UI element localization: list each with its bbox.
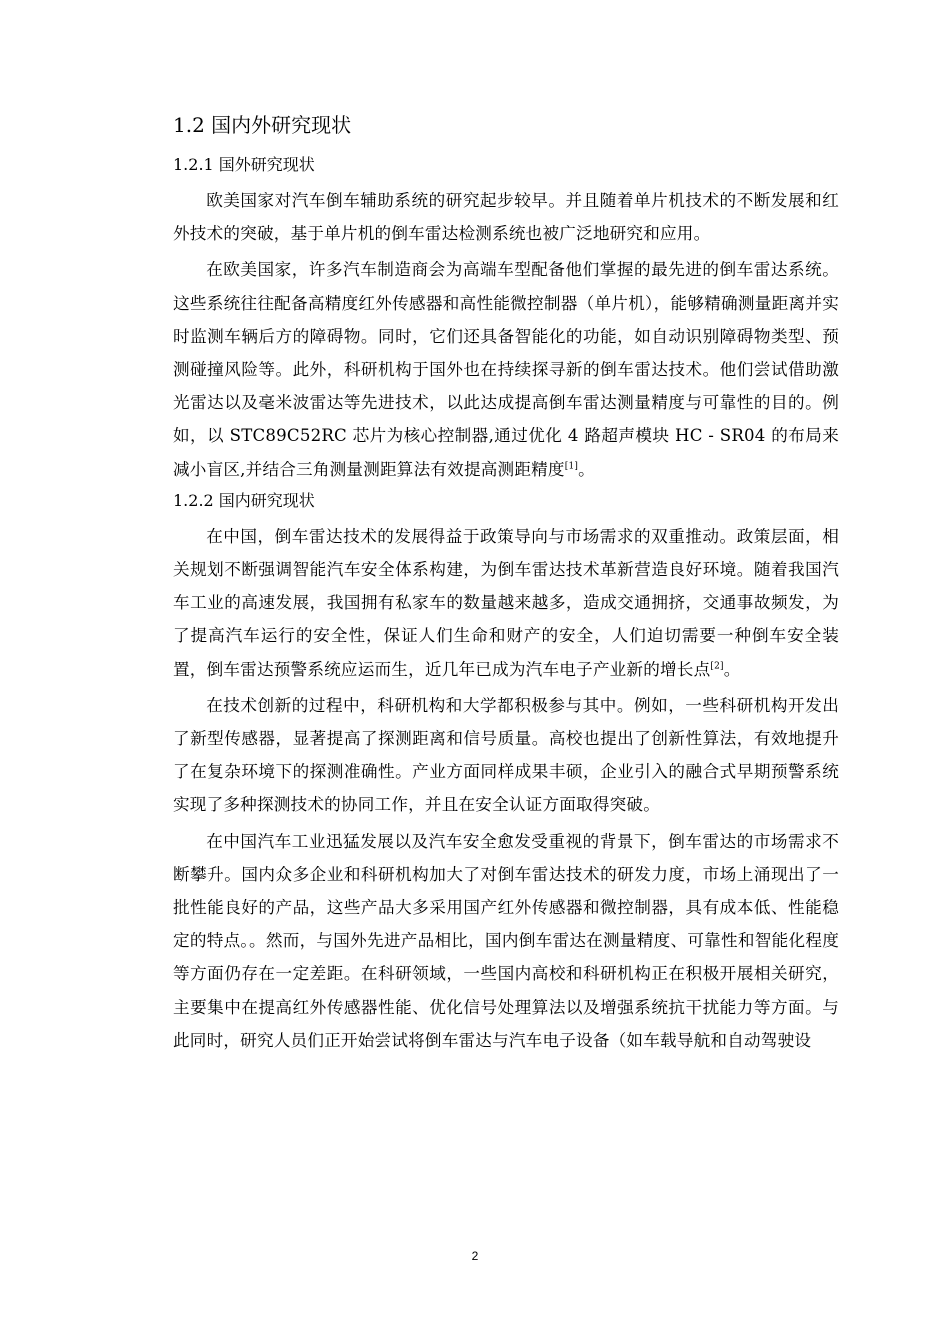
paragraph-foreign-2 <box>173 253 839 485</box>
paragraph-end: 。 <box>723 659 741 679</box>
section-heading: 1.2 国内外研究现状 <box>173 113 352 137</box>
paragraph-text: 在欧美国家，许多汽车制造商会为高端车型配备他们掌握的最先进的倒车雷达系统。这些系统往往配备高精度红外传感器和高性能微控制器（单片机），能够精确测量距离并实时监测车辆后方的障碍物。同时，它们还具备智能化的功能，如自动识别障碍物类型、预测碰撞风险等。此外，科研机构于国外也在持续探寻新的倒车雷达技术。他们尝试借助激光雷达以及毫米波雷达等先进技术，以此达成提高倒车雷达测量精度与可靠性的目的。例如，以 STC89C52RC 芯片为核心控制器,通过优化 4 路超声模块 HC - SR04 的布局来减小盲区,并结合三角测量测距算法有效提高测距精度 <box>173 260 839 479</box>
paragraph-foreign-1: 欧美国家对汽车倒车辅助系统的研究起步较早。并且随着单片机技术的不断发展和红外技术的突破，基于单片机的倒车雷达检测系统也被广泛地研究和应用。 <box>173 191 839 244</box>
paragraph-text: 在中国，倒车雷达技术的发展得益于政策导向与市场需求的双重推动。政策层面，相关规划不断强调智能汽车安全体系构建，为倒车雷达技术革新营造良好环境。随着我国汽车工业的高速发展，我国拥有私家车的数量越来越多，造成交通拥挤，交通事故频发，为了提高汽车运行的安全性，保证人们生命和财产的安全，人们迫切需要一种倒车安全装置，倒车雷达预警系统应运而生，近几年已成为汽车电子产业新的增长点 <box>173 526 839 679</box>
paragraph-end: 。 <box>578 459 595 479</box>
paragraph-domestic-1 <box>173 520 839 686</box>
citation-ref[interactable]: [2] <box>710 661 724 672</box>
page-content <box>173 111 839 1057</box>
citation-ref[interactable]: [1] <box>564 461 579 472</box>
paragraph-domestic-2: 在技术创新的过程中，科研机构和大学都积极参与其中。例如，一些科研机构开发出了新型传感器，显著提高了探测距离和信号质量。高校也提出了创新性算法，有效地提升了在复杂环境下的探测准确性。产业方面同样成果丰硕，企业引入的融合式早期预警系统实现了多种探测技术的协同工作，并且在安全认证方面取得突破。 <box>173 695 839 815</box>
paragraph-domestic-3: 在中国汽车工业迅猛发展以及汽车安全愈发受重视的背景下，倒车雷达的市场需求不断攀升。国内众多企业和科研机构加大了对倒车雷达技术的研发力度，市场上涌现出了一批性能良好的产品，这些产品大多采用国产红外传感器和微控制器，具有成本低、性能稳定的特点。。然而，与国外先进产品相比，国内倒车雷达在测量精度、可靠性和智能化程度等方面仍存在一定差距。在科研领域，一些国内高校和科研机构正在积极开展相关研究，主要集中在提高红外传感器性能、优化信号处理算法以及增强系统抗干扰能力等方面。与此同时，研究人员们正开始尝试将倒车雷达与汽车电子设备（如车载导航和自动驾驶设 <box>173 831 839 1050</box>
subsection-heading-foreign: 1.2.1 国外研究现状 <box>173 155 315 174</box>
page-number: 2 <box>471 1249 479 1263</box>
subsection-heading-domestic: 1.2.2 国内研究现状 <box>173 490 315 510</box>
